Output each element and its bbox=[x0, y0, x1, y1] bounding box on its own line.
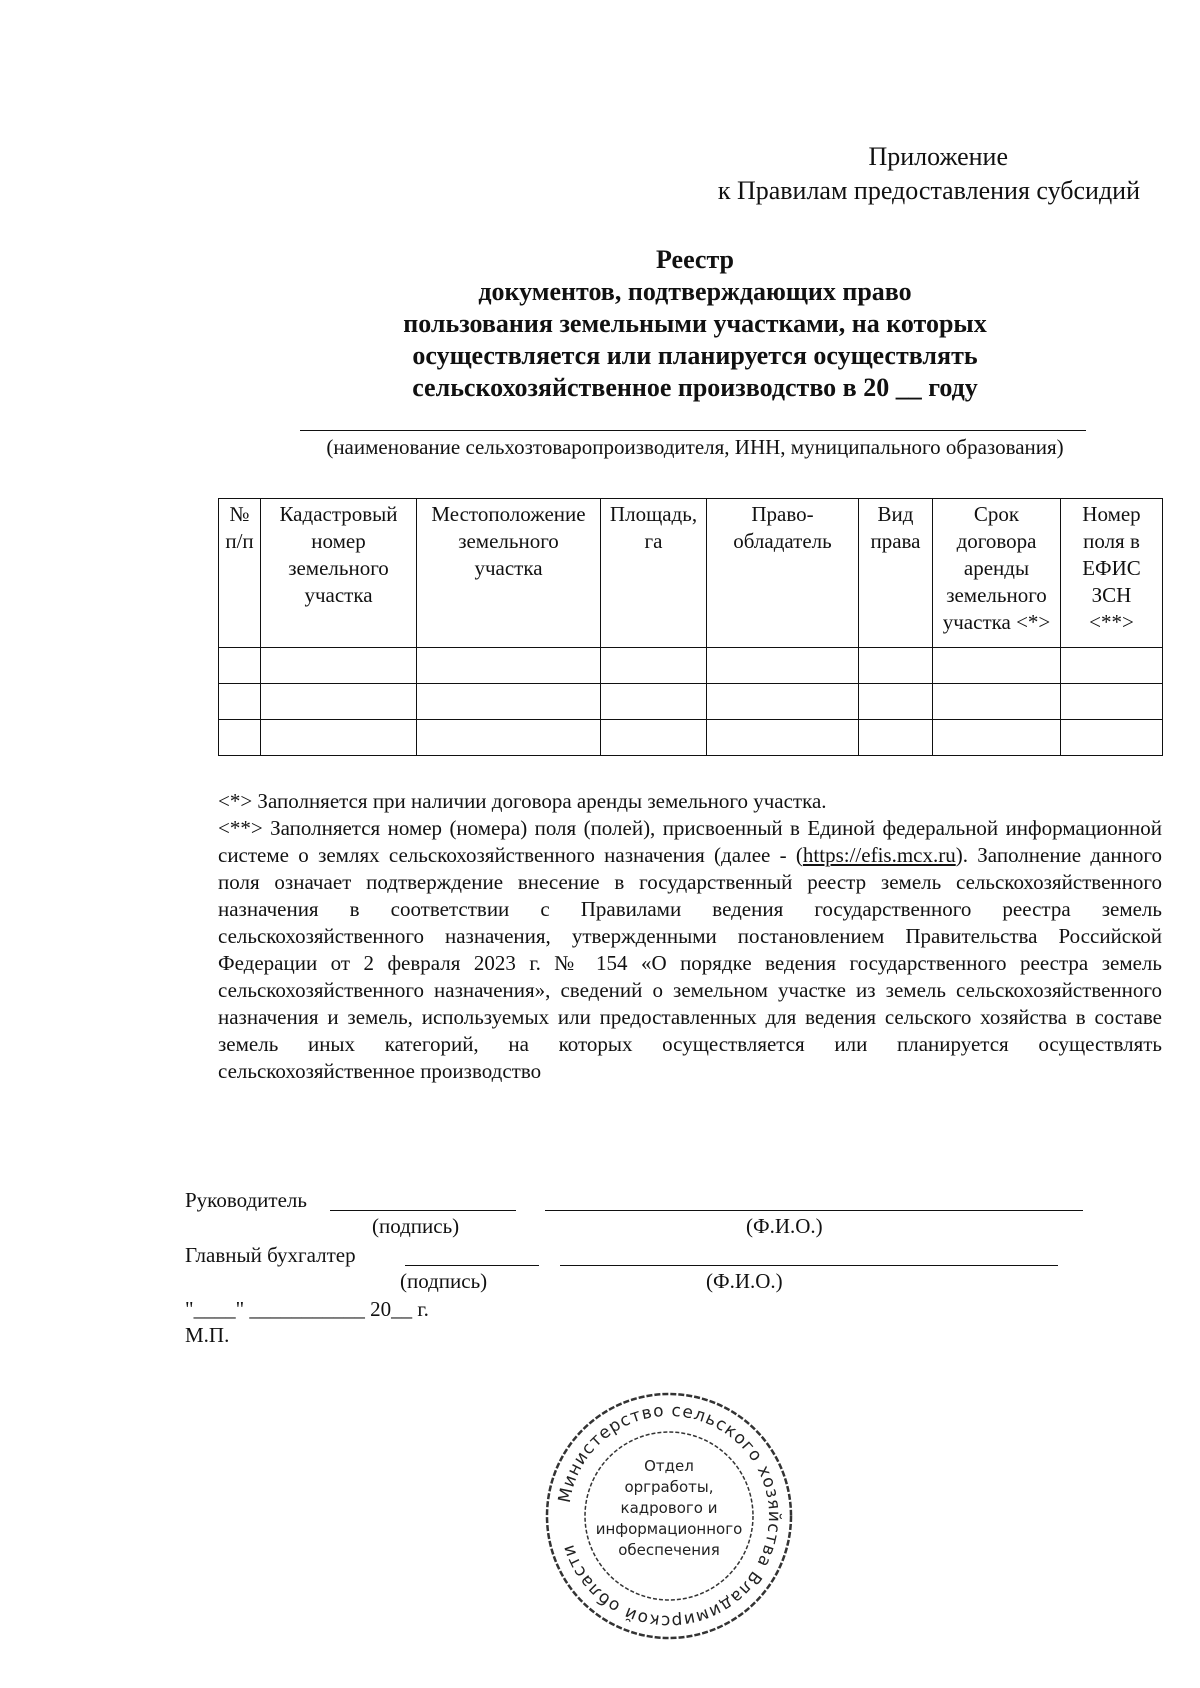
table-cell[interactable] bbox=[1061, 720, 1163, 756]
table-cell[interactable] bbox=[933, 648, 1061, 684]
table-cell[interactable] bbox=[417, 684, 601, 720]
table-cell[interactable] bbox=[859, 720, 933, 756]
table-cell[interactable] bbox=[707, 720, 859, 756]
efis-link[interactable]: https://efis.mcx.ru bbox=[802, 843, 956, 867]
date-line: "____" ___________ 20__ г. bbox=[185, 1297, 429, 1321]
seal-place-label: М.П. bbox=[185, 1323, 230, 1347]
table-row bbox=[219, 720, 1163, 756]
producer-name-caption: (наименование сельхозтоваропроизводителя, ИНН, муниципального образования) bbox=[326, 435, 1064, 459]
col-header-number: № п/п bbox=[219, 499, 261, 648]
accountant-signature-caption: (подпись) bbox=[400, 1269, 488, 1293]
col-header-cadastral: Кадастровый номер земельного участка bbox=[261, 499, 417, 648]
table-cell[interactable] bbox=[261, 720, 417, 756]
table-cell[interactable] bbox=[933, 684, 1061, 720]
head-fio-line bbox=[545, 1210, 1083, 1211]
head-label: Руководитель bbox=[185, 1188, 307, 1212]
head-fio-caption: (Ф.И.О.) bbox=[746, 1214, 823, 1238]
table-cell[interactable] bbox=[417, 720, 601, 756]
col-header-right-type: Вид права bbox=[859, 499, 933, 648]
table-cell[interactable] bbox=[933, 720, 1061, 756]
table-cell[interactable] bbox=[859, 648, 933, 684]
accountant-fio-line bbox=[560, 1265, 1058, 1266]
table-cell[interactable] bbox=[601, 720, 707, 756]
table-cell[interactable] bbox=[1061, 684, 1163, 720]
title-line-5: сельскохозяйственное производство в 20 __ году bbox=[412, 373, 978, 402]
footnote-1: <*> Заполняется при наличии договора аренды земельного участка. bbox=[218, 789, 827, 813]
title-line-4: осуществляется или планируется осуществлять bbox=[412, 341, 978, 370]
table-cell[interactable] bbox=[707, 648, 859, 684]
table-cell[interactable] bbox=[1061, 648, 1163, 684]
accountant-label: Главный бухгалтер bbox=[185, 1243, 356, 1267]
table-row bbox=[219, 684, 1163, 720]
producer-name-line bbox=[300, 430, 1086, 431]
table-cell[interactable] bbox=[261, 648, 417, 684]
title-line-3: пользования земельными участками, на которых bbox=[403, 309, 987, 338]
svg-text:Министерство сельского хозяйст: Министерство сельского хозяйства Владимирской области bbox=[554, 1400, 785, 1632]
accountant-signature-line bbox=[405, 1265, 539, 1266]
col-header-field-number: Номер поля в ЕФИС ЗСН <**> bbox=[1061, 499, 1163, 648]
registry-table bbox=[218, 498, 1163, 756]
title-line-1: Реестр bbox=[655, 245, 735, 274]
table-cell[interactable] bbox=[219, 720, 261, 756]
accountant-fio-caption: (Ф.И.О.) bbox=[706, 1269, 783, 1293]
table-cell[interactable] bbox=[219, 684, 261, 720]
col-header-area: Площадь, га bbox=[601, 499, 707, 648]
table-cell[interactable] bbox=[859, 684, 933, 720]
col-header-lease-term: Срок договора аренды земельного участка <*> bbox=[933, 499, 1061, 648]
head-signature-line bbox=[330, 1210, 516, 1211]
document-title bbox=[0, 244, 1200, 404]
appendix-subtitle: к Правилам предоставления субсидий bbox=[717, 176, 1140, 205]
head-signature-caption: (подпись) bbox=[372, 1214, 460, 1238]
table-cell[interactable] bbox=[601, 684, 707, 720]
col-header-owner: Право- обладатель bbox=[707, 499, 859, 648]
table-cell[interactable] bbox=[707, 684, 859, 720]
appendix-title: Приложение bbox=[868, 142, 1008, 171]
table-header-row bbox=[219, 499, 1163, 648]
table-cell[interactable] bbox=[601, 648, 707, 684]
col-header-location: Местоположение земельного участка bbox=[417, 499, 601, 648]
table-cell[interactable] bbox=[261, 684, 417, 720]
stamp-center-text: Отдел оргработы, кадрового и информационного обеспечения bbox=[595, 1457, 743, 1559]
footnote-2: <**> Заполняется номер (номера) поля (полей), присвоенный в Единой федеральной информационной системе о землях сельскохозяйственного назначения (далее - (https://efis.mcx.ru). Заполнение данного поля означает подтверждение внесение в государственный реестр земель сельскохозяйственного назначения в соответствии с Правилами ведения государственного реестра земель сельскохозяйственного назначения, утвержденными постановлением Правительства Российской Федерации от 2 февраля 2023 г. № 154 «О порядке ведения государственного реестра земель сельскохозяйственного назначения», сведений о земельном участке из земель сельскохозяйственного назначения и земель, используемых или предоставленных для ведения сельского хозяйства в составе земель иных категорий, на которых осуществляется или планируется осуществлять сельскохозяйственное производство bbox=[218, 816, 1162, 1083]
footnotes bbox=[218, 788, 1162, 1085]
official-stamp bbox=[543, 1390, 795, 1642]
table-cell[interactable] bbox=[219, 648, 261, 684]
appendix-header bbox=[718, 140, 1140, 208]
title-line-2: документов, подтверждающих право bbox=[478, 277, 912, 306]
table-cell[interactable] bbox=[417, 648, 601, 684]
table-row bbox=[219, 648, 1163, 684]
